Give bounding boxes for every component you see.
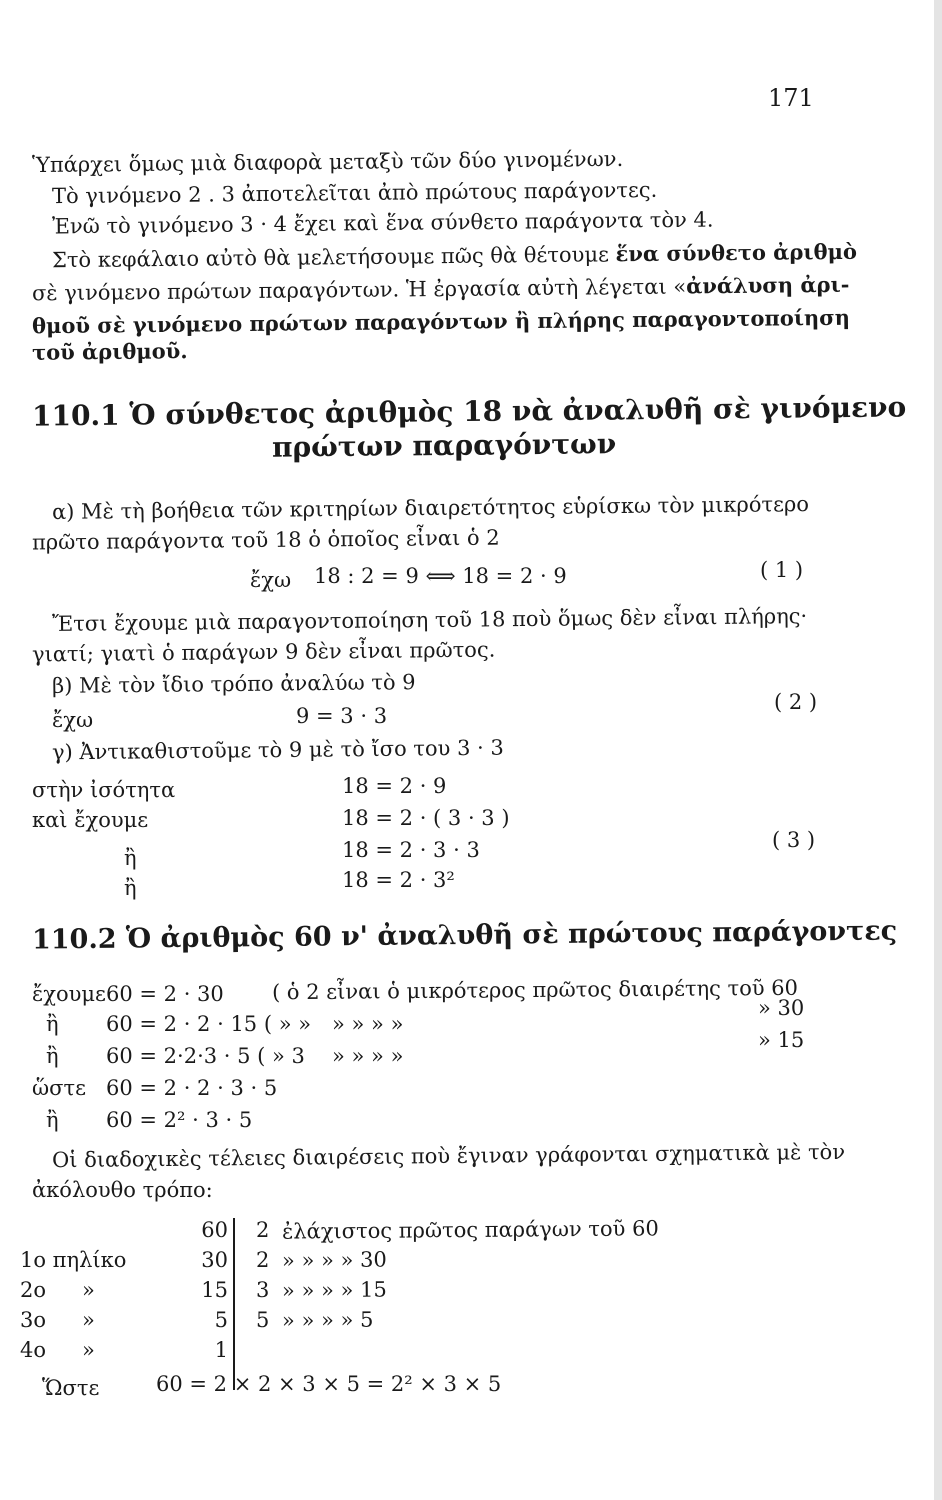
etsi-line-2: γιατί; γιατὶ ὁ παράγων 9 δὲν εἶναι πρῶτος. bbox=[31, 637, 496, 667]
section-110-1-heading-line-1: 110.1 Ὁ σύνθετος ἀριθμὸς 18 νὰ ἀναλυθῆ σὲ γινόμενο bbox=[31, 390, 907, 433]
division-row-divisor: 3 bbox=[256, 1278, 270, 1302]
row-4-equation: 60 = 2 · 2 · 3 · 5 bbox=[106, 1076, 278, 1100]
division-row-label: 1ο πηλίκο bbox=[20, 1248, 127, 1272]
equation-2: 9 = 3 · 3 bbox=[296, 704, 388, 728]
row-2-lead: ἢ bbox=[46, 1012, 59, 1036]
equation-1-number: ( 1 ) bbox=[760, 558, 804, 582]
intro-line-2: Τὸ γινόμενο 2 . 3 ἀποτελεῖται ἀπὸ πρώτους παράγοντες. bbox=[51, 177, 658, 209]
intro-line-6: θμοῦ σὲ γινόμενο πρώτων παραγόντων ἢ πλήρης παραγοντοποίηση bbox=[31, 304, 851, 339]
division-row-note: ἐλάχιστος πρῶτος παράγων τοῦ 60 bbox=[281, 1216, 659, 1244]
stin-isotita-label: στὴν ἰσότητα bbox=[32, 778, 176, 802]
exo-label-2: ἔχω bbox=[52, 708, 94, 732]
row-5-equation: 60 = 2² · 3 · 5 bbox=[106, 1108, 253, 1132]
step-g-line: γ) Ἀντικαθιστοῦμε τὸ 9 μὲ τὸ ἴσο του 3 · 3 bbox=[51, 735, 504, 765]
equation-3-number: ( 3 ) bbox=[772, 828, 816, 852]
intro-line-3: Ἐνῶ τὸ γινόμενο 3 · 4 ἔχει καὶ ἕνα σύνθετο παράγοντα τὸν 4. bbox=[51, 207, 714, 239]
division-row-dividend: 60 bbox=[201, 1218, 228, 1242]
section-110-2-heading: 110.2 Ὁ ἀριθμὸς 60 ν' ἀναλυθῆ σὲ πρώτους παράγοντες bbox=[31, 915, 898, 956]
row-4-lead: ὥστε bbox=[32, 1076, 86, 1100]
division-row-label: 2ο bbox=[20, 1278, 47, 1302]
row-3-ditto-marks: » » » » bbox=[332, 1044, 404, 1068]
division-row-note: » » » » 30 bbox=[281, 1247, 387, 1273]
division-row-dividend: 15 bbox=[201, 1278, 228, 1302]
or-label-2: ἢ bbox=[124, 876, 137, 900]
row-1-note: ( ὁ 2 εἶναι ὁ μικρότερος πρῶτος διαιρέτης τοῦ 60 bbox=[271, 975, 799, 1005]
equation-3a: 18 = 2 · 9 bbox=[342, 774, 447, 798]
exo-label-1: ἔχω bbox=[250, 568, 292, 592]
division-row-quotient-mark: » bbox=[82, 1338, 95, 1362]
intro-line-4 bbox=[51, 238, 858, 273]
division-row-divisor: 5 bbox=[256, 1308, 270, 1332]
section-110-1-heading-line-2: πρώτων παραγόντων bbox=[271, 427, 617, 464]
row-2-equation: 60 = 2 · 2 · 15 ( » » bbox=[106, 1012, 312, 1036]
intro-line-7: τοῦ ἀριθμοῦ. bbox=[31, 338, 188, 365]
division-row-quotient-mark: » bbox=[82, 1308, 95, 1332]
row-3-value: » 15 bbox=[758, 1028, 805, 1052]
or-label-1: ἢ bbox=[124, 846, 137, 870]
division-intro-line-1: Οἱ διαδοχικὲς τέλειες διαιρέσεις ποὺ ἔγιναν γράφονται σχηματικὰ μὲ τὸν bbox=[51, 1139, 846, 1173]
division-row-quotient-mark: » bbox=[82, 1278, 95, 1302]
equation-3b: 18 = 2 · ( 3 · 3 ) bbox=[342, 806, 510, 830]
row-5-lead: ἢ bbox=[46, 1108, 59, 1132]
equation-1: 18 : 2 = 9 ⟺ 18 = 2 · 9 bbox=[314, 564, 567, 588]
page-number: 171 bbox=[768, 84, 814, 112]
division-row-dividend: 30 bbox=[201, 1248, 228, 1272]
row-1-lead: ἔχουμε bbox=[32, 982, 106, 1006]
row-3-equation: 60 = 2·2·3 · 5 ( » 3 bbox=[106, 1044, 305, 1068]
equation-2-number: ( 2 ) bbox=[774, 690, 818, 714]
row-1-equation: 60 = 2 · 30 bbox=[106, 982, 224, 1006]
conclusion-equation: 60 = 2 × 2 × 3 × 5 = 2² × 3 × 5 bbox=[156, 1372, 502, 1396]
kai-exoume-label: καὶ ἔχουμε bbox=[32, 808, 149, 832]
division-intro-line-2: ἀκόλουθο τρόπο: bbox=[32, 1178, 213, 1202]
row-2-ditto-marks: » » » » bbox=[332, 1012, 404, 1036]
conclusion-lead: Ὥστε bbox=[42, 1376, 100, 1400]
step-a-line-1: α) Μὲ τὴ βοήθεια τῶν κριτηρίων διαιρετότητος εὑρίσκω τὸν μικρότερο bbox=[51, 492, 810, 524]
intro-line-1: Ὑπάρχει ὅμως μιὰ διαφορὰ μεταξὺ τῶν δύο γινομένων. bbox=[31, 146, 624, 178]
equation-3d: 18 = 2 · 3² bbox=[342, 868, 455, 892]
intro-line-4-plain: Στὸ κεφάλαιο αὐτὸ θὰ μελετήσουμε πῶς θὰ θέτουμε bbox=[51, 242, 610, 273]
division-row-note: » » » » 15 bbox=[281, 1277, 387, 1303]
equation-3c: 18 = 2 · 3 · 3 bbox=[342, 838, 480, 862]
intro-line-5-plain: σὲ γινόμενο πρώτων παραγόντων. Ἡ ἐργασία αὐτὴ λέγεται « bbox=[31, 274, 687, 306]
intro-line-5 bbox=[31, 271, 850, 306]
division-bar bbox=[233, 1218, 235, 1390]
division-row-label: 4ο bbox=[20, 1338, 47, 1362]
division-row-divisor: 2 bbox=[256, 1218, 270, 1242]
intro-line-5-bold: ἀνάλυση ἀρι- bbox=[686, 271, 850, 299]
division-row-label: 3ο bbox=[20, 1308, 47, 1332]
etsi-line-1: Ἔτσι ἔχουμε μιὰ παραγοντοποίηση τοῦ 18 ποὺ ὅμως δὲν εἶναι πλήρης· bbox=[51, 604, 808, 636]
intro-line-4-bold: ἕνα σύνθετο ἀριθμὸ bbox=[615, 238, 858, 267]
row-2-value: » 30 bbox=[758, 996, 805, 1020]
step-b-line: β) Μὲ τὸν ἴδιο τρόπο ἀναλύω τὸ 9 bbox=[51, 670, 416, 698]
row-3-lead: ἢ bbox=[46, 1044, 59, 1068]
page-edge-shadow bbox=[934, 0, 942, 1500]
division-row-dividend: 1 bbox=[214, 1338, 228, 1362]
step-a-line-2: πρῶτο παράγοντα τοῦ 18 ὁ ὁποῖος εἶναι ὁ 2 bbox=[31, 525, 500, 555]
division-row-divisor: 2 bbox=[256, 1248, 270, 1272]
division-row-note: » » » » 5 bbox=[281, 1307, 374, 1333]
division-row-dividend: 5 bbox=[214, 1308, 228, 1332]
